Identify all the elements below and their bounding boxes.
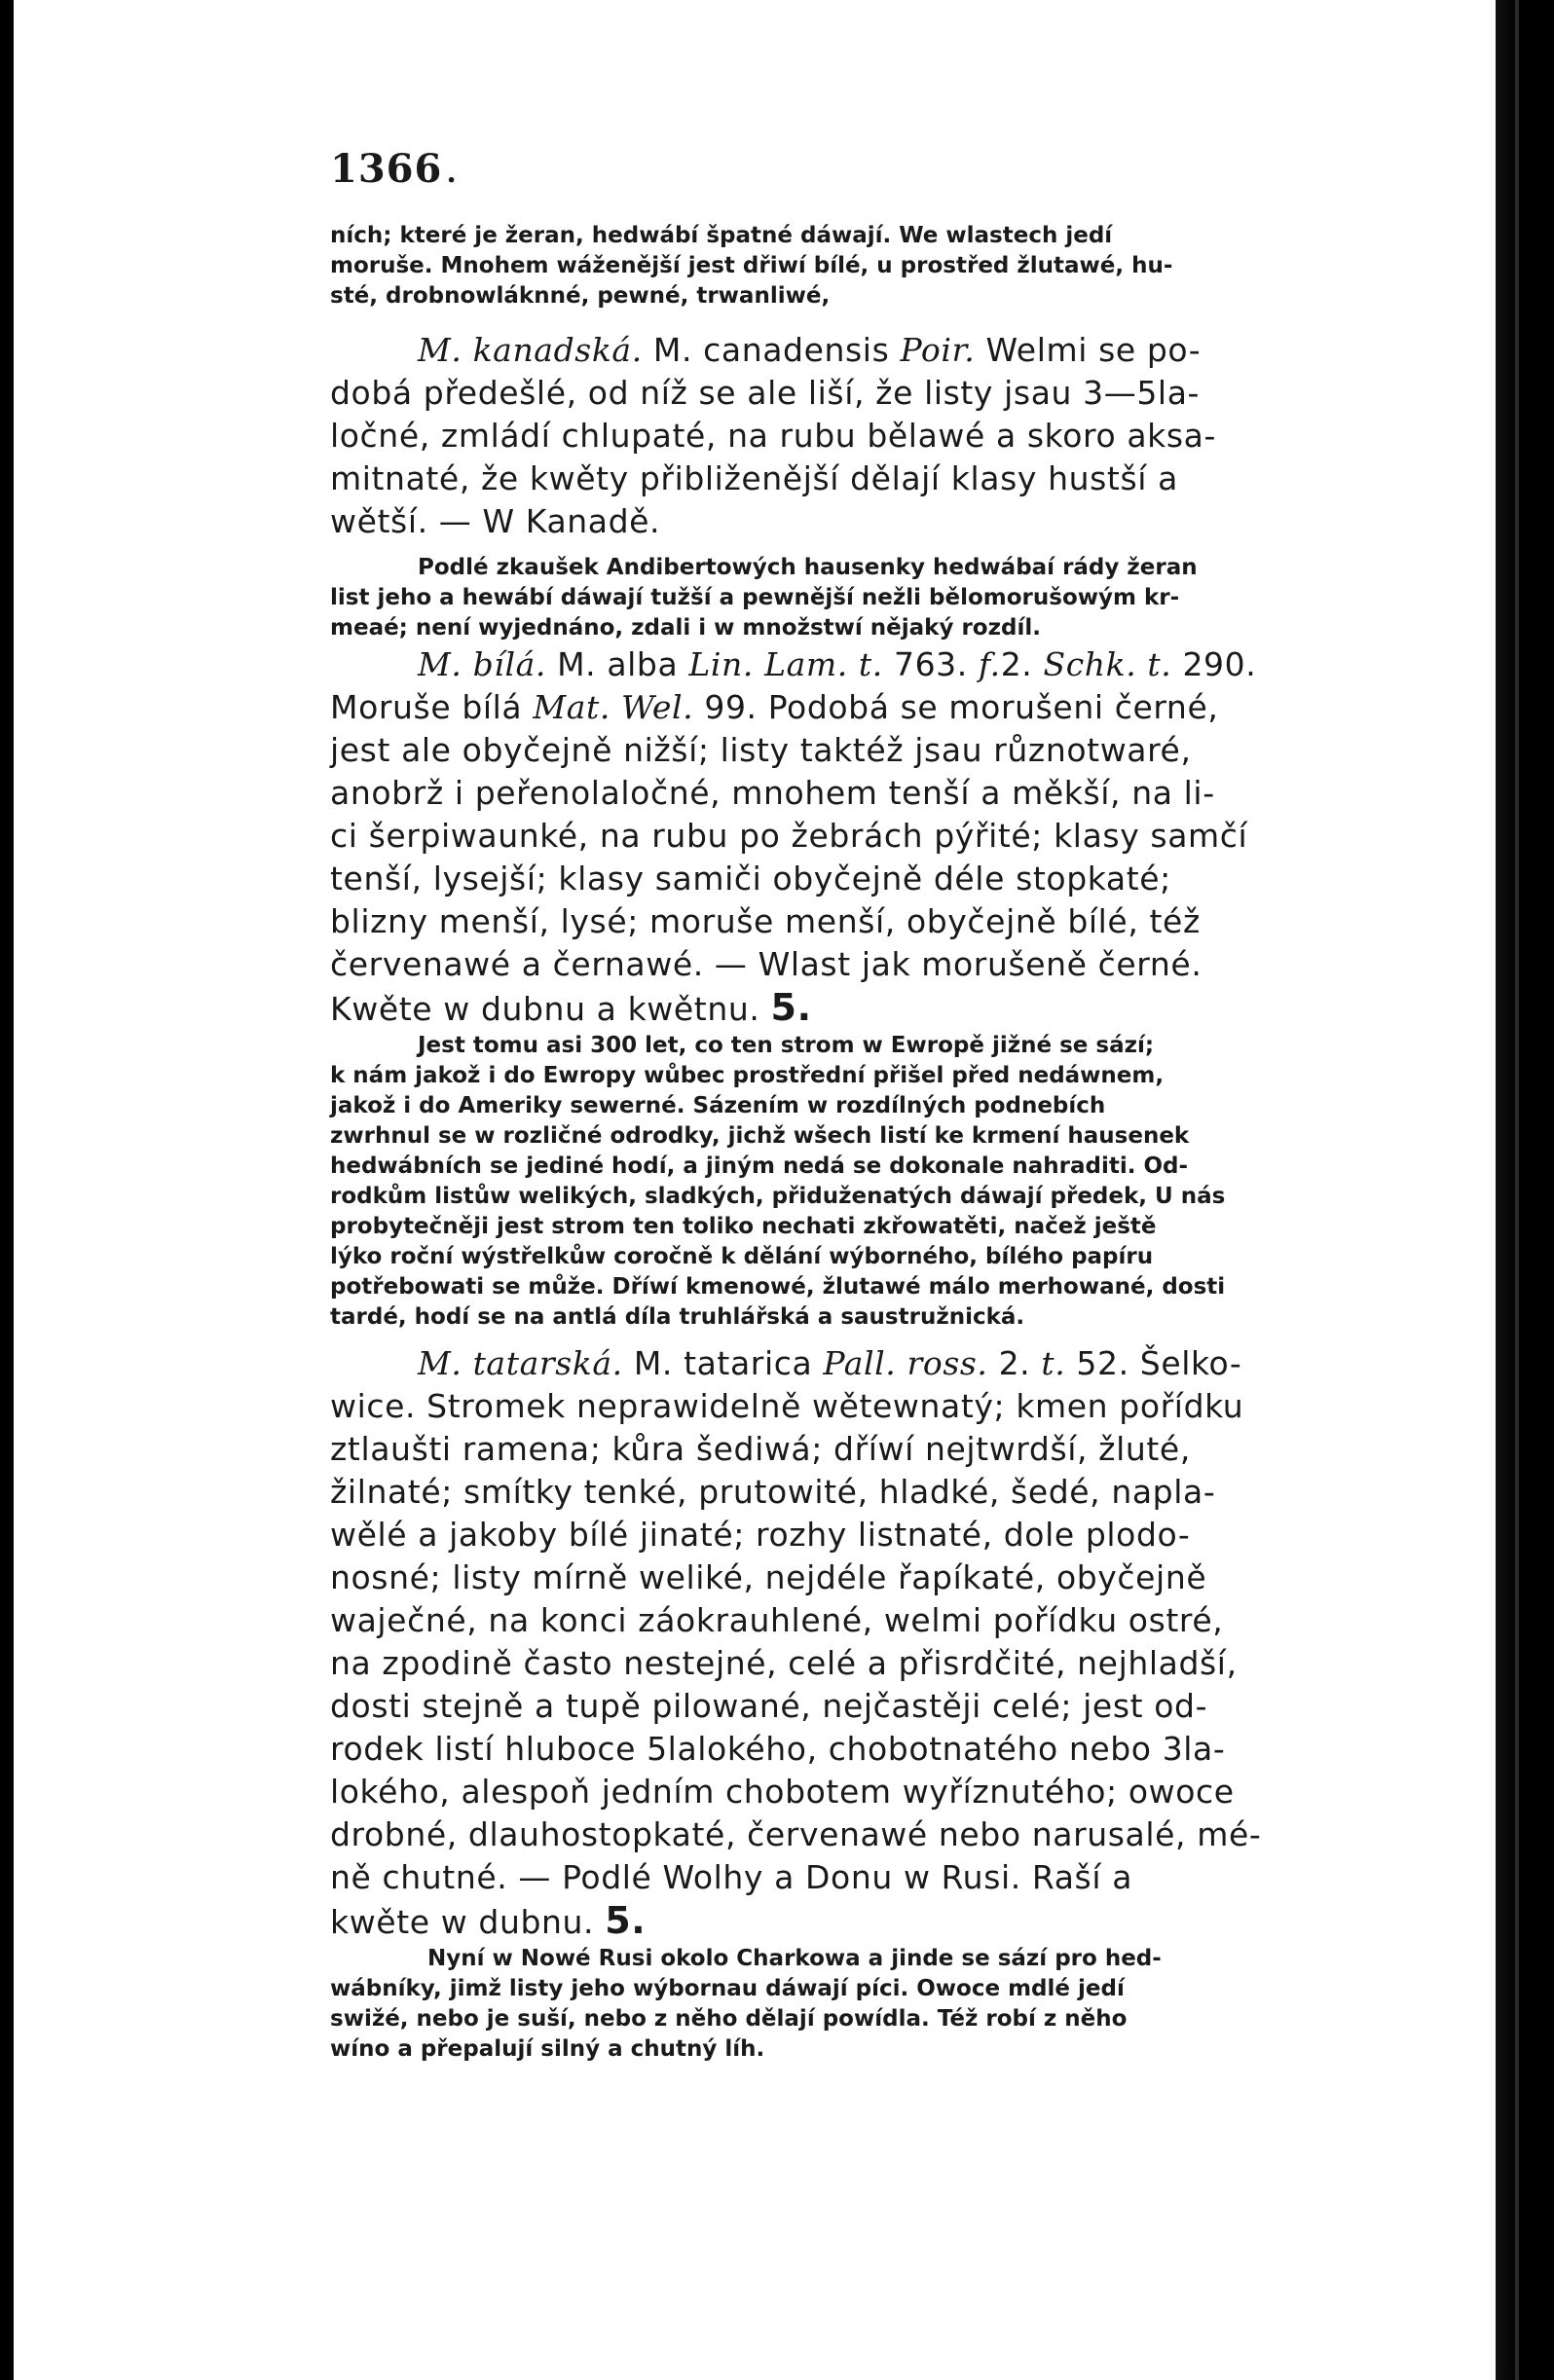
book-page [14,0,1496,2380]
species-heading-line [330,329,1421,372]
species-name: M. kanadská. [418,331,643,369]
text-line: wělé a jakoby bílé jinaté; rozhy listnaté, dole plodo- [330,1516,1191,1554]
text-line: wábníky, jimž listy jeho wýbornau dáwají píci. Owoce mdlé jedí [330,1976,1125,2001]
reference-author: Schk. t. [1043,645,1172,683]
text-line: probytečněji jest strom ten toliko nechati zkřowatěti, načež ještě [330,1214,1157,1239]
species-bila [330,643,1421,1031]
text-fragment: 99. Podobá se morušeni černé, [704,688,1219,726]
scan-fold-line [1515,0,1519,2380]
text-line: lýko roční wýstřelkůw coročně k dělání wýborného, bílého papíru [330,1244,1154,1269]
species-name: M. tatarská. [418,1344,623,1382]
text-line: nosné; listy mírně weliké, nejdéle řapíkaté, obyčejně [330,1558,1207,1596]
text-line: list jeho a hewábí dáwají tužší a pewnější nežli bělomorušowým kr- [330,585,1180,610]
text-line: zwrhnul se w rozličné odrodky, jichž wšech listí ke krmení hausenek [330,1123,1190,1149]
text-line: k nám jakož i do Ewropy wůbec prostřední přišel před nedáwnem, [330,1063,1165,1088]
text-line: žilnaté; smítky tenké, prutowité, hladké, šedé, napla- [330,1473,1216,1511]
intro-paragraph [330,221,1421,311]
text-line: jakož i do Ameriky sewerné. Sázením w rozdílných podnebích [330,1093,1106,1118]
reference: 52. [1076,1344,1129,1382]
text-line: rodek listí hluboce 5lalokého, chobotnatého nebo 3la- [330,1730,1226,1768]
text-line: rodkům listůw welikých, sladkých, přiduženatých dáwají předek, U nás [330,1184,1226,1209]
text-line: wětší. — W Kanadě. [330,502,661,540]
text-line: Podlé zkaušek Andibertowých hausenky hedwábaí rády žeran [418,555,1198,580]
text-fragment: Kwěte w dubnu a kwětnu. [330,990,760,1028]
text-line: lokého, alespoň jedním chobotem wyříznutého; owoce [330,1773,1235,1811]
text-line: wice. Stromek neprawidelně wětewnatý; kmen pořídku [330,1387,1244,1425]
text-line: mitnaté, že kwěty přibliženější dělají klasy hustší a [330,459,1178,497]
text-fragment: kwěte w dubnu. [330,1903,595,1941]
text-line [330,686,1421,729]
text-line: dobá předešlé, od níž se ale liší, že listy jsau 3—5la- [330,374,1201,412]
text-line: hedwábních se jediné hodí, a jiným nedá se dokonale nahraditi. Od- [330,1153,1189,1179]
bila-note [330,1031,1421,1333]
text-line: tenší, lysejší; klasy samiči obyčejně déle stopkaté; [330,860,1171,897]
text-line: Jest tomu asi 300 let, co ten strom w Ewropě jižné se sází; [418,1033,1155,1058]
text-line: moruše. Mnohem wáženější jest dřiwí bílé, u prostřed žlutawé, hu- [330,253,1173,278]
text-line: ci šerpiwaunké, na rubu po žebrách pýřité; klasy samčí [330,817,1248,855]
text-line [330,986,1421,1031]
reference-author: Mat. Wel. [533,688,694,726]
reference-table: t. [1041,1344,1066,1382]
reference-figure: f. [978,645,1001,683]
text-fragment: Welmi se po- [985,331,1202,369]
text-line: meaé; není wyjednáno, zdali i w množstwí nějaký rozdíl. [330,615,1041,641]
reference: 763. [893,645,968,683]
species-kanadska [330,329,1421,543]
text-line [330,1899,1421,1944]
species-latin: M. canadensis [652,331,890,369]
text-line: Nyní w Nowé Rusi okolo Charkowa a jinde se sází pro hed- [427,1946,1162,1971]
page-number-suffix: . [446,156,458,190]
kanadska-note [330,553,1421,643]
species-name: M. bílá. [418,645,546,683]
text-line: červenawé a černawé. — Wlast jak morušeně černé. [330,945,1202,983]
text-line: ztlaušti ramena; kůra šediwá; dříwí nejtwrdší, žluté, [330,1430,1191,1468]
text-line: swižé, nebo je suší, nebo z něho dělají powídla. Též robí z něho [330,2006,1128,2032]
text-line: jest ale obyčejně nižší; listy taktéž jsau různotwaré, [330,731,1192,769]
lifespan-symbol: 5. [605,1899,647,1942]
tatarska-note [330,1944,1421,2065]
text-line: na zpodině často nestejné, celé a přisrdčité, nejhladší, [330,1644,1238,1682]
text-line: potřebowati se může. Dříwí kmenowé, žlutawé málo merhowané, dosti [330,1274,1226,1300]
text-line: tardé, hodí se na antlá díla truhlářská a saustružnická. [330,1304,1025,1330]
text-line: ločné, zmládí chlupaté, na rubu bělawé a skoro aksa- [330,417,1216,455]
reference: 2. [998,1344,1031,1382]
text-line: drobné, dlauhostopkaté, červenawé nebo narusalé, mé- [330,1815,1262,1853]
species-heading-line [330,643,1421,686]
species-latin: M. tatarica [633,1344,813,1382]
species-author: Poir. [900,331,976,369]
text-line: blizny menší, lysé; moruše menší, obyčejně bílé, též [330,902,1201,940]
page-number-value: 1366 [330,146,443,192]
page-content [330,146,1421,2065]
text-fragment: Šelko- [1139,1344,1242,1382]
text-line: wíno a přepalují silný a chutný líh. [330,2036,765,2062]
text-fragment: Moruše bílá [330,688,523,726]
text-line: waječné, na konci záokrauhlené, welmi pořídku ostré, [330,1601,1224,1639]
scan-right-edge [1496,0,1554,2380]
species-tatarska [330,1342,1421,1944]
text-line: dosti stejně a tupě pilowané, nejčastěji celé; jest od- [330,1687,1208,1725]
page-number [330,146,1421,192]
reference: 2. [1000,645,1033,683]
text-line: ních; které je žeran, hedwábí špatné dáwají. We wlastech jedí [330,223,1113,248]
species-author: Lin. Lam. t. [688,645,883,683]
text-line: ně chutné. — Podlé Wolhy a Donu w Rusi. Raší a [330,1858,1133,1896]
text-line: anobrž i peřenolaločné, mnohem tenší a měkší, na li- [330,774,1215,812]
species-latin: M. alba [557,645,679,683]
reference: 290. [1182,645,1257,683]
text-line: sté, drobnowláknné, pewné, trwanliwé, [330,283,831,309]
lifespan-symbol: 5. [770,986,812,1029]
species-heading-line [330,1342,1421,1385]
species-author: Pall. ross. [823,1344,988,1382]
